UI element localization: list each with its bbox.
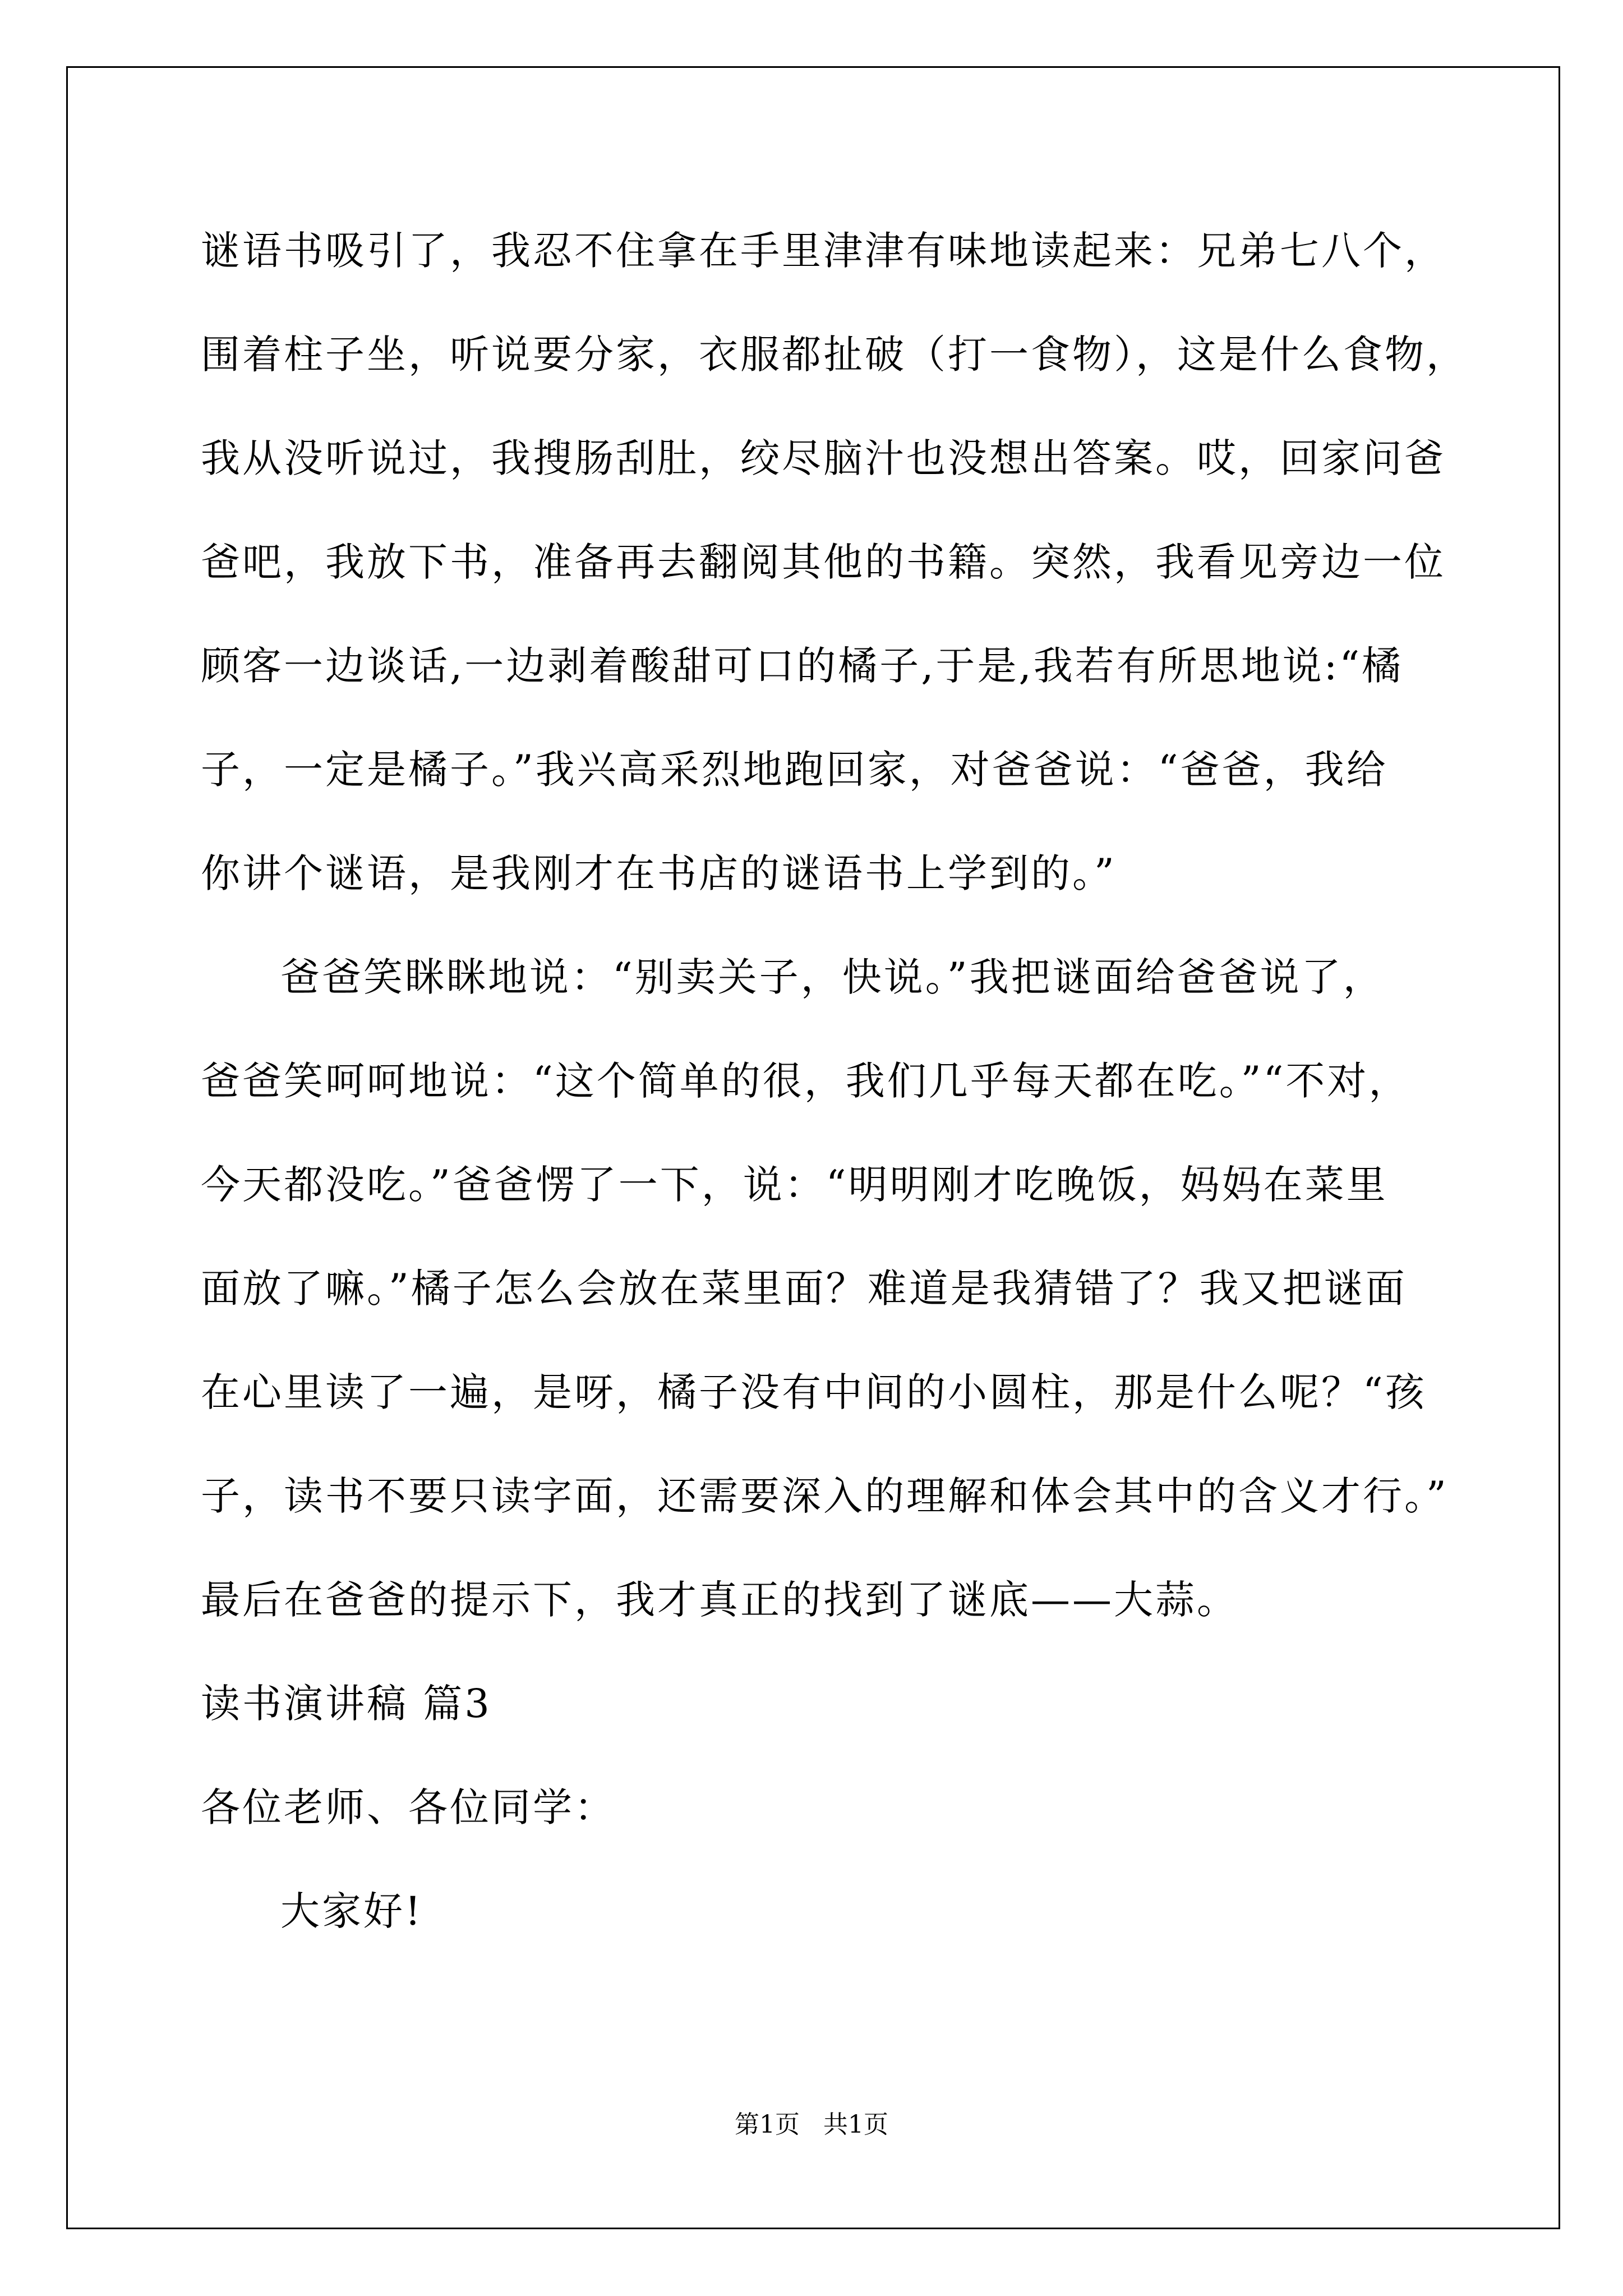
paragraph-line-6: 子，一定是橘子。”我兴高采烈地跑回家，对爸爸说：“爸爸，我给 bbox=[201, 747, 1388, 793]
paragraph-line-3: 我从没听说过，我搜肠刮肚，绞尽脑汁也没想出答案。哎，回家问爸 bbox=[201, 435, 1446, 481]
paragraph-line-2: 围着柱子坐，听说要分家，衣服都扯破（打一食物），这是什么食物， bbox=[201, 332, 1468, 378]
paragraph-line-14: 最后在爸爸的提示下，我才真正的找到了谜底——大蒜。 bbox=[201, 1577, 1238, 1623]
paragraph-line-12: 在心里读了一遍，是呀，橘子没有中间的小圆柱，那是什么呢？“孩 bbox=[201, 1369, 1427, 1415]
paragraph-line-7: 你讲个谜语，是我刚才在书店的谜语书上学到的。” bbox=[201, 850, 1117, 896]
paragraph-line-13: 子，读书不要只读字面，还需要深入的理解和体会其中的含义才行。” bbox=[201, 1473, 1449, 1519]
greeting: 大家好! bbox=[280, 1888, 423, 1934]
page-number-footer: 第1页 共1页 bbox=[735, 2110, 888, 2139]
paragraph-line-10: 今天都没吃。”爸爸愣了一下，说：“明明刚才吃晚饭，妈妈在菜里 bbox=[201, 1162, 1388, 1208]
paragraph-line-11: 面放了嘛。”橘子怎么会放在菜里面？难道是我猜错了？我又把谜面 bbox=[201, 1266, 1407, 1312]
paragraph-line-5: 顾客一边谈话,一边剥着酸甜可口的橘子,于是,我若有所思地说:“橘 bbox=[201, 643, 1404, 689]
paragraph-line-8: 爸爸笑眯眯地说：“别卖关子，快说。”我把谜面给爸爸说了， bbox=[280, 954, 1385, 1000]
salutation: 各位老师、各位同学： bbox=[201, 1784, 616, 1830]
paragraph-line-4: 爸吧，我放下书，准备再去翻阅其他的书籍。突然，我看见旁边一位 bbox=[201, 539, 1446, 585]
paragraph-line-9: 爸爸笑呵呵地说：“这个简单的很，我们几乎每天都在吃。”“不对， bbox=[201, 1058, 1410, 1104]
section-heading: 读书演讲稿 篇3 bbox=[201, 1681, 492, 1727]
paragraph-line-1: 谜语书吸引了，我忍不住拿在手里津津有味地读起来：兄弟七八个， bbox=[201, 228, 1446, 274]
